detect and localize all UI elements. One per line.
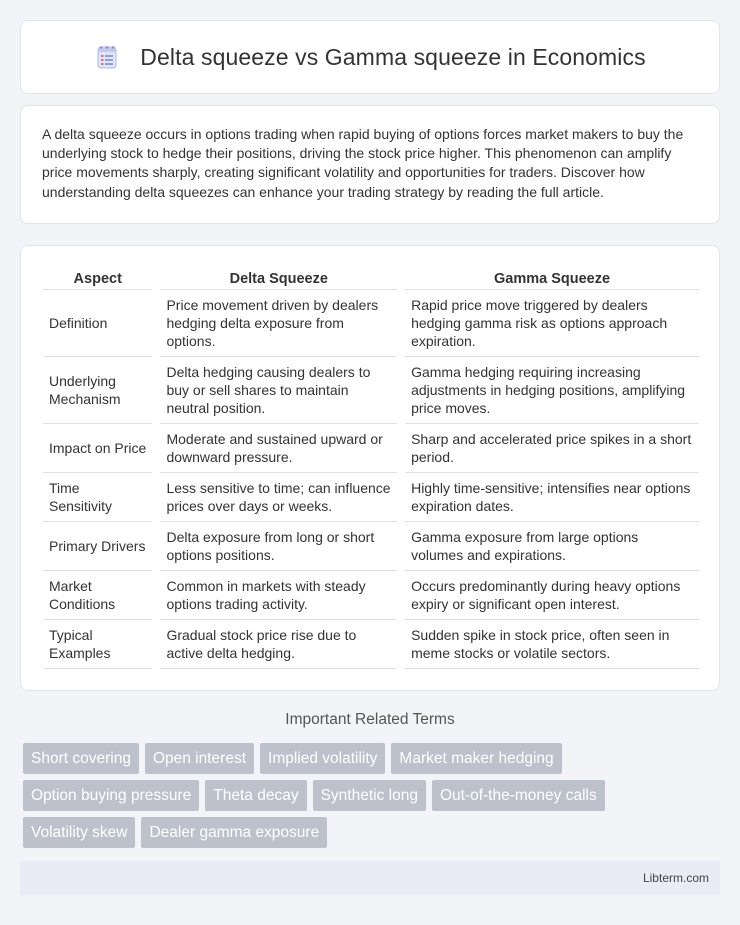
tag-out-of-the-money-calls[interactable]: Out-of-the-money calls: [432, 780, 605, 811]
table-row: [43, 357, 699, 424]
tag-row: [23, 817, 723, 848]
table-row: [43, 290, 699, 357]
related-terms-title: Important Related Terms: [285, 711, 455, 728]
tag-synthetic-long[interactable]: Synthetic long: [313, 780, 426, 811]
table-header-row: [43, 266, 699, 290]
header-gamma-squeeze: Gamma Squeeze: [405, 266, 699, 290]
tag-option-buying-pressure[interactable]: Option buying pressure: [23, 780, 199, 811]
row-delta: Moderate and sustained upward or downward pressure.: [160, 424, 397, 473]
tag-dealer-gamma-exposure[interactable]: Dealer gamma exposure: [141, 817, 327, 848]
page-title: Delta squeeze vs Gamma squeeze in Economics: [140, 43, 646, 70]
comparison-table-card: [20, 245, 720, 691]
title-card: [20, 20, 720, 94]
row-delta: Less sensitive to time; can influence prices over days or weeks.: [160, 473, 397, 522]
row-aspect: Impact on Price: [43, 424, 152, 473]
comparison-table: [43, 266, 699, 669]
tag-implied-volatility[interactable]: Implied volatility: [260, 743, 385, 774]
tag-row: [23, 743, 723, 774]
table-row: [43, 522, 699, 571]
tag-volatility-skew[interactable]: Volatility skew: [23, 817, 135, 848]
intro-text: A delta squeeze occurs in options trading when rapid buying of options forces market makers to buy the underlying stock to hedge their positions, driving the stock price higher. This phenomenon can amplify price movements sharply, creating significant volatility and opportunities for traders. Discover how understanding delta squeezes can enhance your trading strategy by reading the full article.: [42, 126, 684, 200]
tag-open-interest[interactable]: Open interest: [145, 743, 254, 774]
row-aspect: Typical Examples: [43, 620, 152, 669]
row-aspect: Definition: [43, 290, 152, 357]
table-row: [43, 620, 699, 669]
row-gamma: Sudden spike in stock price, often seen in meme stocks or volatile sectors.: [405, 620, 699, 669]
row-delta: Common in markets with steady options trading activity.: [160, 571, 397, 620]
row-gamma: Highly time-sensitive; intensifies near options expiration dates.: [405, 473, 699, 522]
row-gamma: Occurs predominantly during heavy options expiry or significant open interest.: [405, 571, 699, 620]
row-delta: Delta hedging causing dealers to buy or sell shares to maintain neutral position.: [160, 357, 397, 424]
header-delta-squeeze: Delta Squeeze: [160, 266, 397, 290]
row-aspect: Market Conditions: [43, 571, 152, 620]
row-delta: Gradual stock price rise due to active delta hedging.: [160, 620, 397, 669]
row-delta: Delta exposure from long or short options positions.: [160, 522, 397, 571]
tag-market-maker-hedging[interactable]: Market maker hedging: [391, 743, 561, 774]
footer: [20, 861, 720, 895]
footer-site-link[interactable]: Libterm.com: [642, 871, 709, 885]
row-gamma: Sharp and accelerated price spikes in a short period.: [405, 424, 699, 473]
row-gamma: Gamma hedging requiring increasing adjustments in hedging positions, amplifying price moves.: [405, 357, 699, 424]
row-gamma: Gamma exposure from large options volumes and expirations.: [405, 522, 699, 571]
table-row: [43, 473, 699, 522]
related-terms-list: [23, 743, 723, 854]
intro-card: [20, 105, 720, 224]
tag-theta-decay[interactable]: Theta decay: [205, 780, 306, 811]
row-gamma: Rapid price move triggered by dealers hedging gamma risk as options approach expiration.: [405, 290, 699, 357]
table-row: [43, 424, 699, 473]
tag-row: [23, 780, 723, 811]
tag-short-covering[interactable]: Short covering: [23, 743, 139, 774]
row-aspect: Primary Drivers: [43, 522, 152, 571]
document-list-icon: [94, 44, 120, 70]
row-aspect: Time Sensitivity: [43, 473, 152, 522]
row-delta: Price movement driven by dealers hedging delta exposure from options.: [160, 290, 397, 357]
header-aspect: Aspect: [43, 266, 152, 290]
row-aspect: Underlying Mechanism: [43, 357, 152, 424]
table-row: [43, 571, 699, 620]
